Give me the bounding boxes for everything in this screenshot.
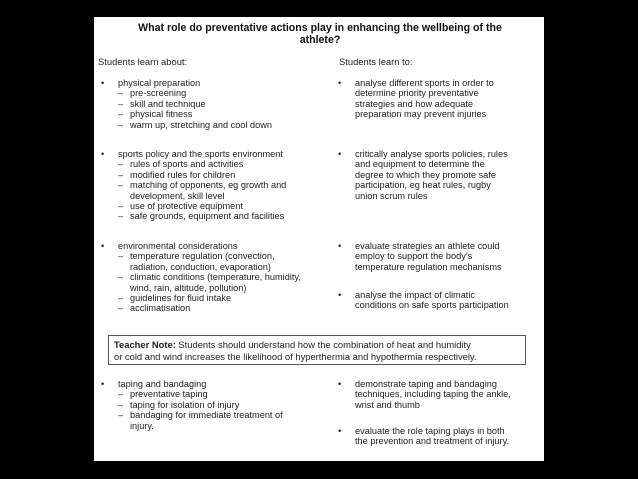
learn-to-item bbox=[335, 149, 540, 201]
learn-to-demonstrate-taping bbox=[335, 379, 540, 410]
sub-item-text: use of protective equipment bbox=[130, 201, 243, 212]
learn-to-item bbox=[335, 78, 540, 120]
dash-icon: – bbox=[118, 303, 124, 314]
item-heading: physical preparation bbox=[118, 78, 201, 88]
item-line: participation, eg heat rules, rugby bbox=[355, 180, 491, 191]
sub-item-text: matching of opponents, eg growth and bbox=[130, 180, 287, 191]
sub-item bbox=[118, 400, 334, 410]
sub-item bbox=[118, 251, 334, 272]
page-title bbox=[104, 22, 536, 46]
item-line: determine priority preventative bbox=[355, 88, 479, 99]
sub-item bbox=[118, 109, 334, 119]
title-line-1: What role do preventative actions play in enhancing the wellbeing of the bbox=[138, 22, 502, 34]
sub-item-text: taping for isolation of injury bbox=[130, 399, 240, 410]
sub-item bbox=[118, 293, 334, 303]
bullet-icon: • bbox=[338, 241, 342, 251]
learn-about-sports-policy bbox=[98, 149, 334, 222]
item-line: analyse the impact of climatic bbox=[355, 290, 475, 300]
sub-item-text: bandaging for immediate treatment of bbox=[130, 410, 283, 421]
learn-about-physical-preparation bbox=[98, 78, 334, 130]
learn-about-taping bbox=[98, 379, 334, 431]
teacher-note-line-1 bbox=[114, 339, 520, 351]
sub-item bbox=[118, 211, 334, 221]
item-line: the prevention and treatment of injury. bbox=[355, 436, 510, 447]
sub-item-text: guidelines for fluid intake bbox=[130, 293, 232, 304]
bullet-icon: • bbox=[338, 379, 342, 389]
sub-item bbox=[118, 303, 334, 313]
syllabus-page bbox=[94, 17, 544, 461]
bullet-icon: • bbox=[101, 379, 105, 389]
sub-item bbox=[118, 180, 334, 201]
sub-item-text: acclimatisation bbox=[130, 303, 191, 314]
item-line: analyse different sports in order to bbox=[355, 78, 494, 88]
sub-item bbox=[118, 170, 334, 180]
sub-item bbox=[118, 120, 334, 130]
teacher-note-text: Students should understand how the combination of heat and humidity bbox=[175, 339, 471, 350]
dash-icon: – bbox=[118, 389, 124, 400]
bullet-icon: • bbox=[338, 149, 342, 159]
sub-item bbox=[118, 272, 334, 293]
sub-item-text: warm up, stretching and cool down bbox=[130, 119, 272, 130]
dash-icon: – bbox=[118, 98, 124, 109]
sub-item-text: wind, rain, altitude, pollution) bbox=[130, 282, 247, 293]
sub-item-text: physical fitness bbox=[130, 109, 193, 120]
learn-to-item bbox=[335, 241, 540, 272]
sub-item bbox=[118, 410, 334, 431]
learn-about-item bbox=[98, 149, 334, 222]
dash-icon: – bbox=[118, 109, 124, 120]
learn-about-item bbox=[98, 78, 334, 130]
sub-item-text: development, skill level bbox=[130, 190, 225, 201]
learn-about-item bbox=[98, 241, 334, 314]
item-heading: environmental considerations bbox=[118, 241, 238, 251]
sub-item-text: climatic conditions (temperature, humidity, bbox=[130, 272, 301, 283]
teacher-note-line-2: or cold and wind increases the likelihood of hyperthermia and hypothermia respectively. bbox=[114, 350, 477, 362]
item-line: evaluate strategies an athlete could bbox=[355, 241, 500, 251]
sub-item bbox=[118, 389, 334, 399]
title-line-2: athlete? bbox=[299, 34, 341, 46]
learn-to-evaluate-taping bbox=[335, 426, 540, 447]
item-line: strategies and how adequate bbox=[355, 98, 473, 109]
dash-icon: – bbox=[118, 399, 124, 410]
dash-icon: – bbox=[118, 293, 124, 304]
sub-item-text: rules of sports and activities bbox=[130, 159, 244, 170]
sub-item bbox=[118, 88, 334, 98]
dash-icon: – bbox=[118, 410, 124, 421]
dash-icon: – bbox=[118, 251, 124, 262]
learn-to-critically-analyse bbox=[335, 149, 540, 201]
dash-icon: – bbox=[118, 169, 124, 180]
sub-item bbox=[118, 201, 334, 211]
sub-item-text: pre-screening bbox=[130, 88, 187, 99]
learn-to-item bbox=[335, 290, 540, 311]
learn-about-environmental bbox=[98, 241, 334, 314]
teacher-note-box bbox=[108, 335, 526, 365]
sub-list bbox=[118, 88, 334, 130]
dash-icon: – bbox=[118, 211, 124, 222]
sub-item-text: injury. bbox=[130, 420, 154, 431]
teacher-note-label: Teacher Note: bbox=[114, 339, 176, 350]
learn-to-item bbox=[335, 426, 540, 447]
dash-icon: – bbox=[118, 180, 124, 191]
learn-to-evaluate-strategies bbox=[335, 241, 540, 272]
bullet-icon: • bbox=[101, 149, 105, 159]
item-line: conditions on safe sports participation bbox=[355, 300, 509, 311]
learn-about-item bbox=[98, 379, 334, 431]
bullet-icon: • bbox=[338, 426, 342, 436]
learn-to-item bbox=[335, 379, 540, 410]
item-line: preparation may prevent injuries bbox=[355, 109, 487, 120]
item-line: union scrum rules bbox=[355, 190, 428, 201]
sub-item-text: safe grounds, equipment and facilities bbox=[130, 211, 285, 222]
bullet-icon: • bbox=[101, 241, 105, 251]
item-line: and equipment to determine the bbox=[355, 159, 485, 170]
sub-item-text: radiation, conduction, evaporation) bbox=[130, 261, 271, 272]
item-line: critically analyse sports policies, rules bbox=[355, 149, 508, 159]
item-heading: sports policy and the sports environment bbox=[118, 149, 283, 159]
sub-item-text: modified rules for children bbox=[130, 169, 236, 180]
bullet-icon: • bbox=[101, 78, 105, 88]
sub-item-text: skill and technique bbox=[130, 98, 206, 109]
item-line: evaluate the role taping plays in both bbox=[355, 426, 505, 436]
dash-icon: – bbox=[118, 88, 124, 99]
dash-icon: – bbox=[118, 201, 124, 212]
sub-list bbox=[118, 389, 334, 431]
learn-to-climatic-impact bbox=[335, 290, 540, 311]
item-line: degree to which they promote safe bbox=[355, 169, 496, 180]
sub-item-text: preventative taping bbox=[130, 389, 208, 400]
bullet-icon: • bbox=[338, 78, 342, 88]
learn-to-header: Students learn to: bbox=[339, 56, 413, 67]
item-line: wrist and thumb bbox=[355, 399, 420, 410]
item-line: demonstrate taping and bandaging bbox=[355, 379, 498, 389]
item-line: employ to support the body's bbox=[355, 251, 473, 262]
sub-item-text: temperature regulation (convection, bbox=[130, 251, 275, 262]
item-line: temperature regulation mechanisms bbox=[355, 261, 502, 272]
item-heading: taping and bandaging bbox=[118, 379, 207, 389]
learn-to-analyse-sports bbox=[335, 78, 540, 120]
sub-list bbox=[118, 159, 334, 221]
sub-item bbox=[118, 159, 334, 169]
item-line: techniques, including taping the ankle, bbox=[355, 389, 511, 400]
learn-about-header: Students learn about: bbox=[98, 56, 188, 67]
bullet-icon: • bbox=[338, 290, 342, 300]
sub-item bbox=[118, 99, 334, 109]
sub-list bbox=[118, 251, 334, 313]
dash-icon: – bbox=[118, 159, 124, 170]
dash-icon: – bbox=[118, 119, 124, 130]
dash-icon: – bbox=[118, 272, 124, 283]
